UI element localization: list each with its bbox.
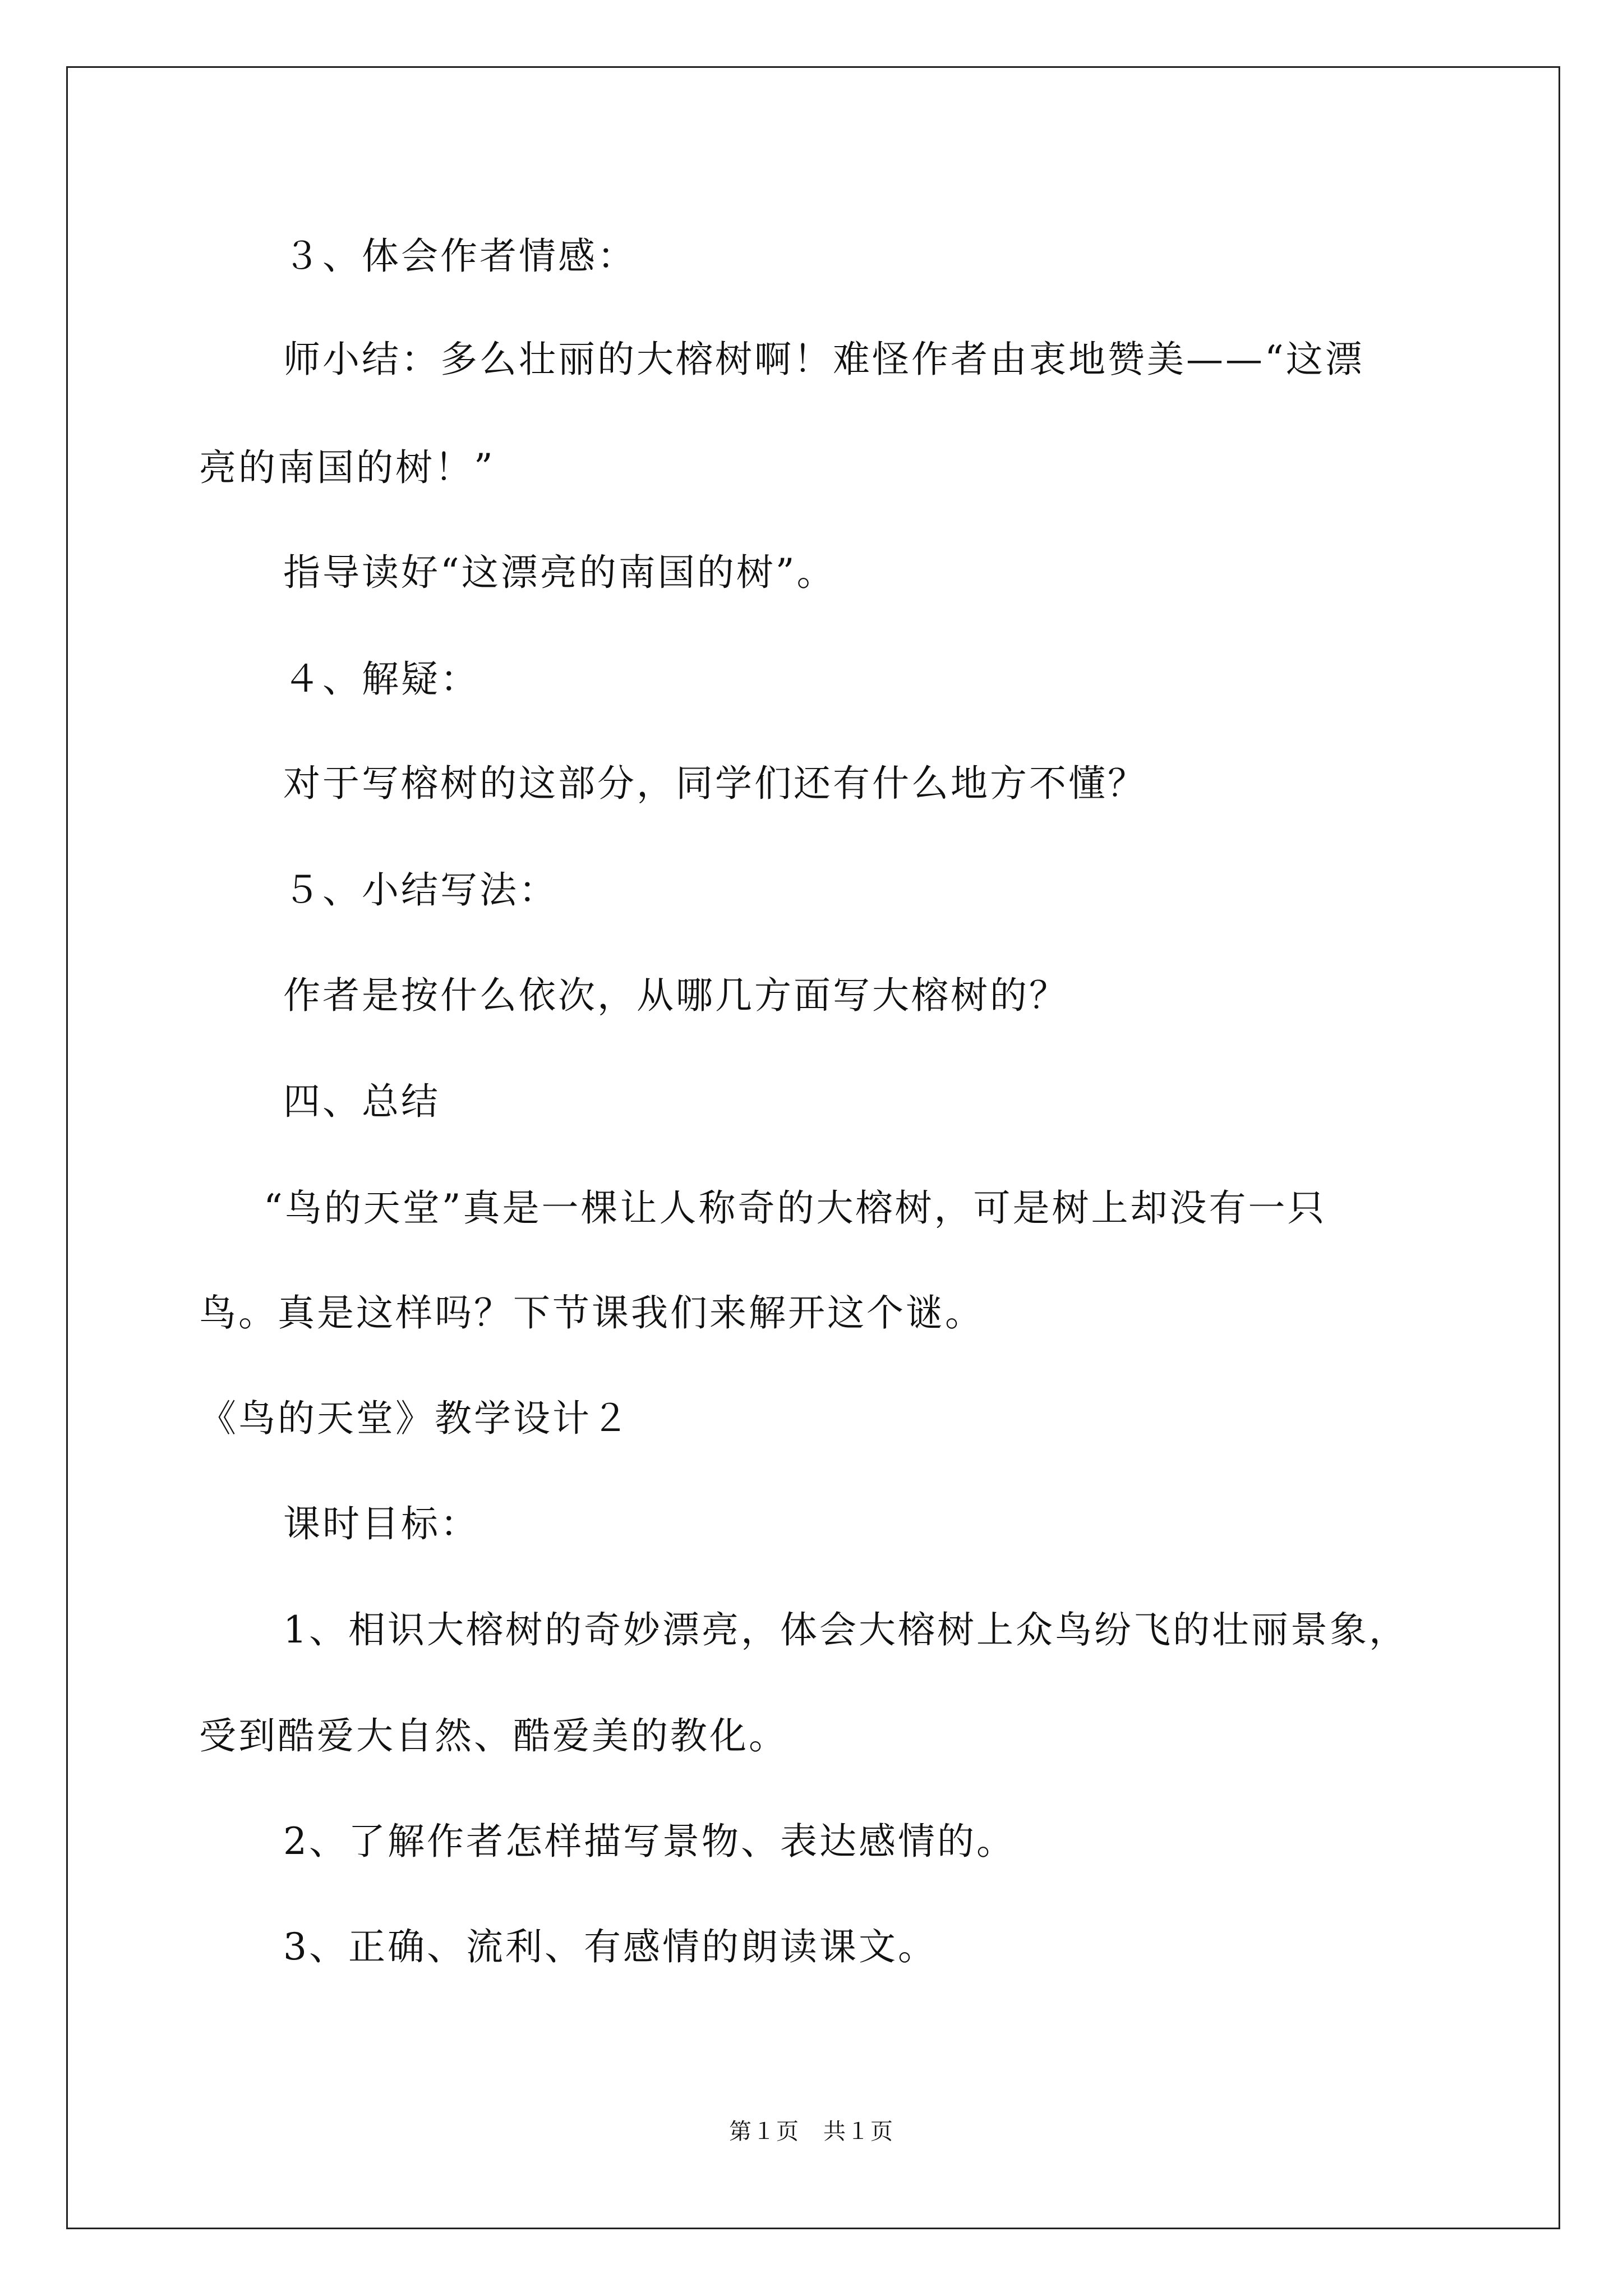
reading-guidance: 指导读好“这漂亮的南国的树”。 [283, 551, 836, 594]
teacher-summary-paragraph: 师小结：多么壮丽的大榕树啊！难怪作者由衷地赞美——“这漂 [283, 338, 1364, 381]
design-2-title: 《鸟的天堂》教学设计２ [199, 1397, 631, 1440]
objective-1: 1、相识大榕树的奇妙漂亮，体会大榕树上众鸟纷飞的壮丽景象， [283, 1608, 1408, 1651]
step-5-heading: ５、小结写法： [283, 868, 558, 912]
writing-method-question: 作者是按什么依次，从哪几方面写大榕树的？ [283, 974, 1068, 1017]
teacher-summary-continuation: 亮的南国的树！” [199, 446, 495, 489]
page-border [66, 66, 1560, 2229]
objective-1-continuation: 受到酷爱大自然、酷爱美的教化。 [199, 1714, 788, 1757]
step-4-heading: ４、解疑： [283, 657, 479, 701]
step-3-heading: ３、体会作者情感： [283, 234, 637, 278]
page-number-footer: 第１页 共１页 [729, 2119, 894, 2145]
objective-3: 3、正确、流利、有感情的朗读课文。 [283, 1925, 937, 1968]
question-paragraph: 对于写榕树的这部分，同学们还有什么地方不懂？ [283, 762, 1147, 805]
conclusion-continuation: 鸟。真是这样吗？下节课我们来解开这个谜。 [199, 1291, 984, 1335]
section-4-heading: 四、总结 [283, 1080, 440, 1123]
objective-2: 2、了解作者怎样描写景物、表达感情的。 [283, 1820, 1016, 1863]
objectives-heading: 课时目标： [283, 1502, 479, 1545]
conclusion-paragraph: “鸟的天堂”真是一棵让人称奇的大榕树，可是树上却没有一只 [264, 1186, 1327, 1230]
